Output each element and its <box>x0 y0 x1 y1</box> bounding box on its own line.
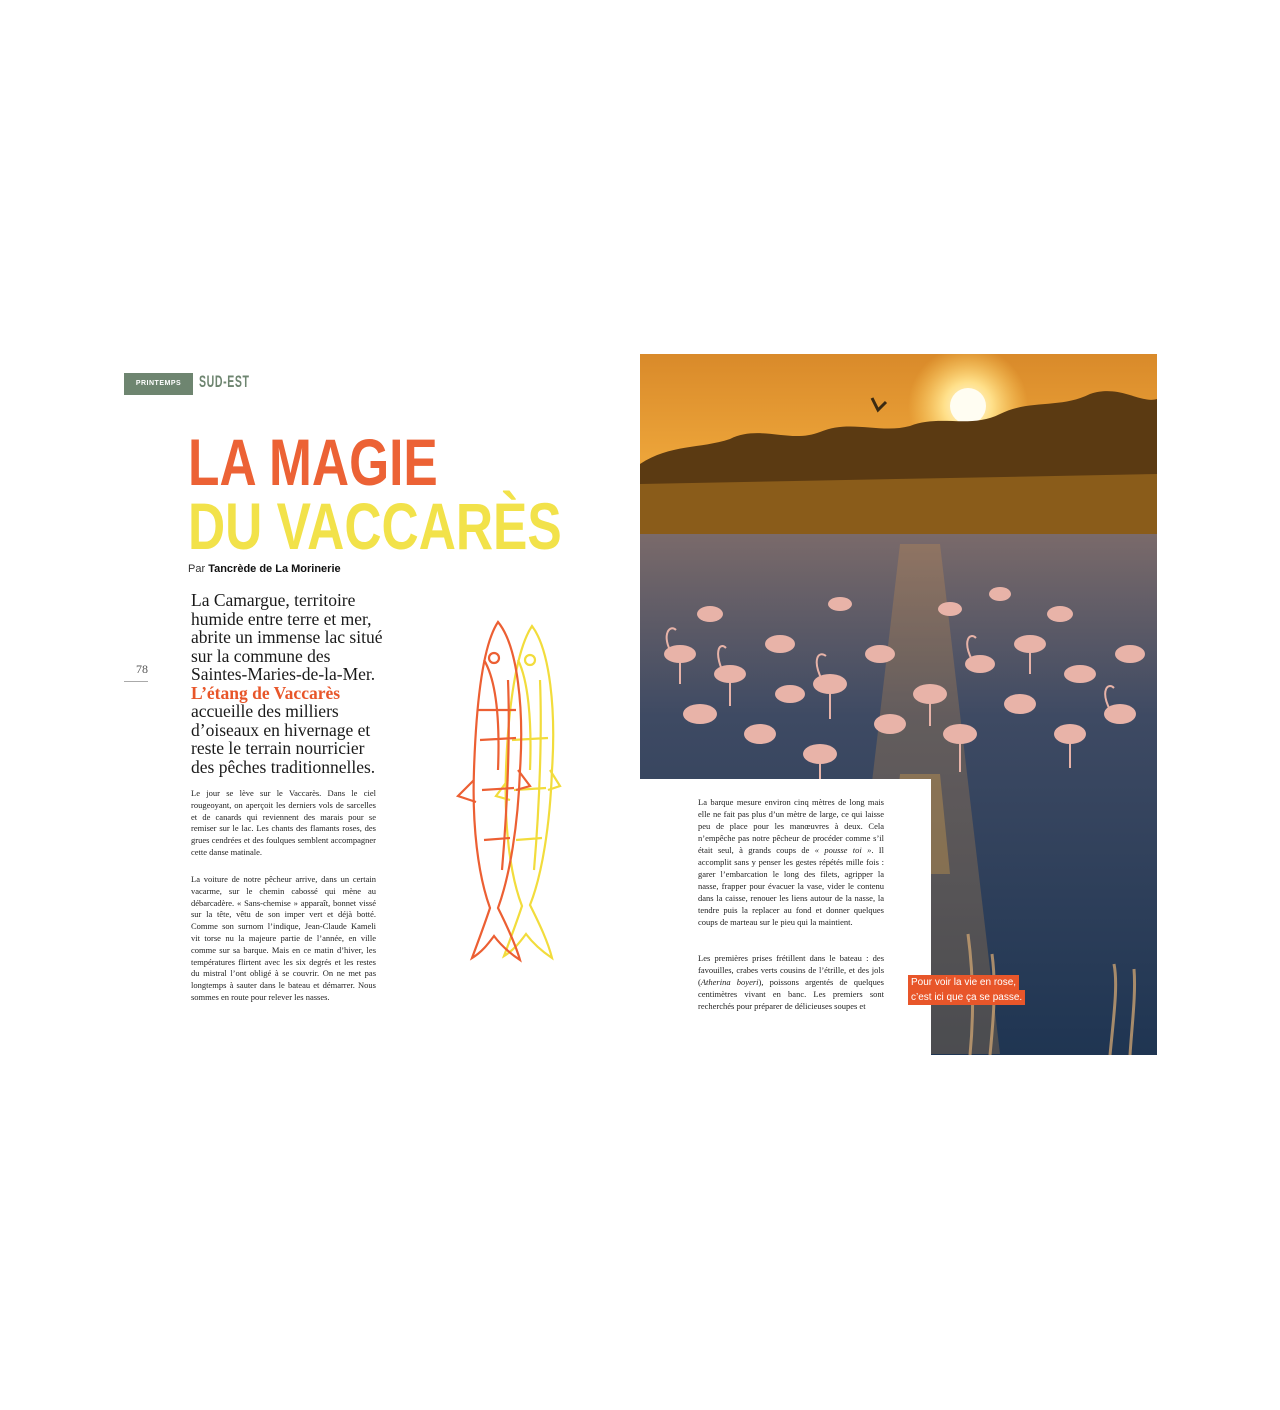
title-line-1: LA MAGIE <box>188 425 438 499</box>
body-paragraph-1: Le jour se lève sur le Vaccarès. Dans le ciel rougeoyant, on aperçoit les derniers vols de sarcelles et de canards qui reviennent des marais pour se remiser sur le lac. Les chants des flamants roses, des grues cendrées et des foulques semblent accompagner cette danse matinale. <box>191 788 376 857</box>
right-p1-after: . Il accomplit sans y penser les gestes répétés mille fois : garer l’embarcation le long des filets, agripper la nasse, frapper pour évacuer la vase, vider le contenu dans la caisse, renouer les liens autour de la nasse, la tendre puis la replacer au fond et donner quelques coups de marteau sur le pieu qui la maintient. <box>698 845 884 927</box>
photo-caption <box>908 975 1025 1005</box>
fish-illustration <box>452 620 562 965</box>
right-p2-after: ), poissons argentés de quelques centimètres vivant en banc. Les premiers sont recherchés pour préparer de délicieuses soupes et <box>698 977 884 1011</box>
lead-highlight: L’étang de Vaccarès <box>191 682 341 703</box>
page-number: 78 <box>136 662 148 676</box>
right-paragraph-2 <box>698 952 884 1012</box>
lead-text: La Camargue, territoire humide entre terre et mer, abrite un immense lac situé sur la commune des Saintes-Maries-de-la-Mer. <box>191 590 383 684</box>
right-p2-italic: Atherina boyeri <box>700 977 759 987</box>
title-line-2: DU VACCARÈS <box>188 489 562 563</box>
orange-fish-icon <box>458 622 530 960</box>
page-number-rule <box>124 681 148 682</box>
caption-line-1: Pour voir la vie en rose, <box>908 975 1019 990</box>
caption-line-2: c’est ici que ça se passe. <box>908 990 1025 1005</box>
lead-paragraph <box>191 591 391 776</box>
byline <box>188 563 341 575</box>
right-p1-before: La barque mesure environ cinq mètres de long mais elle ne fait pas plus d’un mètre de large, ce qui laisse peu de place pour les manœuvres à deux. Cela n’empêche pas notre pêcheur de procéder comme s’il était seul, à grands coups de <box>698 797 884 855</box>
body-paragraph-2: La voiture de notre pêcheur arrive, dans un certain vacarme, sur le chemin cabossé qui mène au débarcadère. « Sans-chemise » apparaît, bonnet vissé sur la tête, vêtu de son imper vert et déjà botté. Comme son surnom l’indique, Jean-Claude Kameli vit torse nu la majeure partie de l’année, en ville comme sur sa barque. Mais en ce matin d’hiver, les températures flirtent avec les six degrés et les restes du mistral l’ont obligé à se couvrir. On ne met pas longtemps à sauter dans le bateau et démarrer. Nous sommes en route pour relever les nasses. <box>191 874 376 1002</box>
right-p2-before: Les premières prises frétillent dans le bateau : des favouilles, crabes verts cousins de l’étrille, et des jols ( <box>698 953 884 987</box>
yellow-fish-icon <box>496 626 560 958</box>
byline-author: Tancrède de La Morinerie <box>208 563 341 575</box>
right-paragraph-1 <box>698 796 884 928</box>
section-tag: PRINTEMPS <box>124 373 193 395</box>
region-label: SUD-EST <box>199 372 250 391</box>
article-title <box>188 425 562 563</box>
right-p1-italic: « pousse toi » <box>814 845 872 855</box>
lead-text-after: accueille des milliers d’oiseaux en hivernage et reste le terrain nourricier des pêches traditionnelles. <box>191 701 376 777</box>
byline-prefix: Par <box>188 563 206 575</box>
